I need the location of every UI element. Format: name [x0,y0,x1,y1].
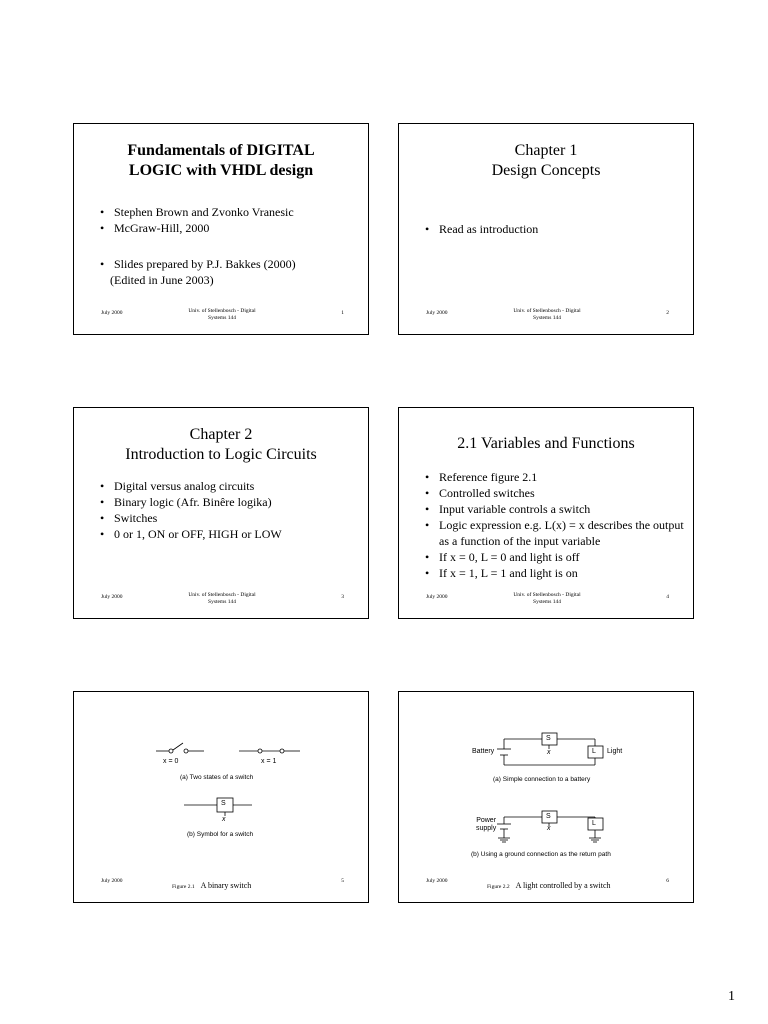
figure-title: A light controlled by a switch [515,881,611,890]
figure-labels [399,692,695,904]
state-label-off: x = 0 [163,758,179,765]
slide-3 [73,407,369,619]
slide-title [74,141,368,181]
figure-footer-caption [487,881,611,890]
figure-caption-a: (a) Two states of a switch [180,774,254,781]
switch-label: S [546,735,551,742]
bullet-item: • Stephen Brown and Zvonko Vranesic [98,204,294,220]
bullet-list [98,204,294,236]
footer-slide-number: 4 [666,594,669,600]
figure-caption-b: (b) Using a ground connection as the return path [471,851,611,858]
footer-date: July 2000 [101,310,123,316]
footer-slide-number: 6 [666,878,669,884]
bullet-item: • Input variable controls a switch [423,501,685,517]
light-symbol-label: L [592,748,596,755]
figure-caption-b: (b) Symbol for a switch [187,831,254,838]
slide-title [399,141,693,181]
page-number: 1 [728,989,735,1004]
footer-center-line: Systems 144 [208,314,236,321]
footer-center [497,592,597,605]
slide-footer [399,592,693,610]
slide-footer [74,592,368,610]
switch-variable-label: x [222,816,226,823]
slide-2 [398,123,694,335]
footer-slide-number: 2 [666,310,669,316]
footer-center-line: Univ. of Stellenbosch - Digital [188,592,256,598]
power-supply-line: Power [476,817,497,824]
bullet-item: • Controlled switches [423,485,685,501]
footer-center-line: Univ. of Stellenbosch - Digital [513,592,581,598]
bullet-item: • If x = 1, L = 1 and light is on [423,565,685,581]
switch-variable-label: x [547,749,551,756]
note: (Edited in June 2003) [110,273,214,287]
title-line: Fundamentals of DIGITAL [127,142,315,159]
slide-footer [399,308,693,326]
figure-caption-a: (a) Simple connection to a battery [493,776,591,783]
slide-6 [398,691,694,903]
footer-center [172,592,272,605]
power-supply-line: supply [476,825,497,832]
slide-title [74,425,368,465]
bullet-item: • Logic expression e.g. L(x) = x describes the output as a function of the input variable [423,517,685,549]
switch-label: S [546,813,551,820]
footer-slide-number: 3 [341,594,344,600]
battery-label: Battery [472,748,495,755]
footer-date: July 2000 [426,878,448,884]
figure-number: Figure 2.1 [172,884,195,890]
bullet-list [98,256,296,272]
bullet-item: • 0 or 1, ON or OFF, HIGH or LOW [98,526,282,542]
bullet-list [98,478,282,542]
footer-date: July 2000 [101,878,123,884]
footer-center-line: Systems 144 [208,598,236,605]
footer-center-line: Systems 144 [533,598,561,605]
footer-date: July 2000 [426,594,448,600]
footer-center [172,308,272,321]
state-label-on: x = 1 [261,758,277,765]
bullet-list [423,469,685,581]
footer-date: July 2000 [426,310,448,316]
footer-slide-number: 5 [341,878,344,884]
slide-5 [73,691,369,903]
bullet-item: • Switches [98,510,282,526]
power-supply-label [476,817,496,833]
bullet-item: • McGraw-Hill, 2000 [98,220,294,236]
bullet-item: • Binary logic (Afr. Binêre logika) [98,494,282,510]
title-line: Introduction to Logic Circuits [125,446,317,463]
title-line: Chapter 1 [514,142,578,159]
bullet-item: • Read as introduction [423,221,538,237]
title-line: 2.1 Variables and Functions [457,435,635,452]
figure-labels [74,692,370,904]
figure-title: A binary switch [200,881,252,890]
footer-center-line: Univ. of Stellenbosch - Digital [188,308,256,314]
bullet-item: • Slides prepared by P.J. Bakkes (2000) [98,256,296,272]
switch-label: S [221,800,226,807]
figure-footer-caption [172,881,251,890]
footer-date: July 2000 [101,594,123,600]
slide-1 [73,123,369,335]
bullet-list [423,221,538,237]
footer-slide-number: 1 [341,310,344,316]
footer-center-line: Univ. of Stellenbosch - Digital [513,308,581,314]
slide-footer [74,308,368,326]
footer-center-line: Systems 144 [533,314,561,321]
bullet-item: • Reference figure 2.1 [423,469,685,485]
slide-title [399,434,693,454]
title-line: Design Concepts [491,162,601,179]
footer-center [497,308,597,321]
figure-number: Figure 2.2 [487,884,510,890]
switch-variable-label: x [547,825,551,832]
light-label: Light [607,748,623,755]
bullet-item: • If x = 0, L = 0 and light is off [423,549,685,565]
bullet-item: • Digital versus analog circuits [98,478,282,494]
title-line: Chapter 2 [189,426,253,443]
light-symbol-label: L [592,820,596,827]
title-line: LOGIC with VHDL design [128,162,314,179]
slide-4 [398,407,694,619]
